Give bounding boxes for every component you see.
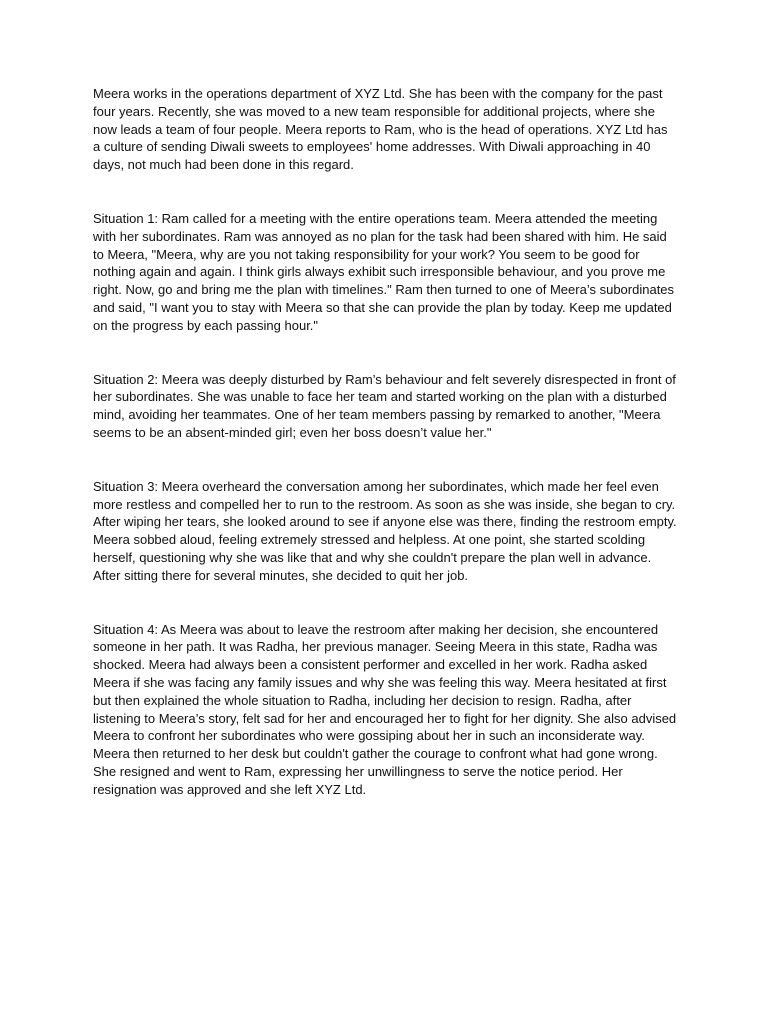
paragraph-situation-2: Situation 2: Meera was deeply disturbed by Ram’s behaviour and felt severely disrespected in front of her subordinates. She was unable to face her team and started working on the plan with a disturbed mind, avoiding her teammates. One of her team members passing by remarked to another, "Meera seems to be an absent-minded girl; even her boss doesn’t value her." bbox=[93, 371, 676, 440]
paragraph-spacer bbox=[93, 174, 677, 210]
paragraph-situation-1: Situation 1: Ram called for a meeting with the entire operations team. Meera attended the meeting with her subordinates. Ram was annoyed as no plan for the task had been shared with him. He said to Meera, "Meera, why are you not taking responsibility for your work? You seem to be good for nothing again and again. I think girls always exhibit such irresponsible behaviour, and you prove me right. Now, go and bring me the plan with timelines." Ram then turned to one of Meera’s subordinates and said, "I want you to stay with Meera so that she can provide the plan by today. Keep me updated on the progress by each passing hour." bbox=[93, 210, 675, 333]
paragraph-spacer bbox=[93, 585, 677, 621]
paragraph-situation-3: Situation 3: Meera overheard the conversation among her subordinates, which made her feel even more restless and compelled her to run to the restroom. As soon as she was inside, she began to cry. After wiping her tears, she looked around to see if anyone else was there, finding the restroom empty. Meera sobbed aloud, feeling extremely stressed and helpless. At one point, she started scolding herself, questioning why she was like that and why she couldn't prepare the plan well in advance. After sitting there for several minutes, she decided to quit her job. bbox=[93, 478, 677, 583]
paragraph-intro: Meera works in the operations department of XYZ Ltd. She has been with the company for the past four years. Recently, she was moved to a new team responsible for additional projects, where she now leads a team of four people. Meera reports to Ram, who is the head of operations. XYZ Ltd has a culture of sending Diwali sweets to employees' home addresses. With Diwali approaching in 40 days, not much had been done in this regard. bbox=[93, 86, 668, 173]
paragraph-spacer bbox=[93, 442, 677, 478]
paragraph-spacer bbox=[93, 335, 677, 371]
document-body bbox=[93, 85, 677, 799]
paragraph-situation-4: Situation 4: As Meera was about to leave the restroom after making her decision, she encountered someone in her path. It was Radha, her previous manager. Seeing Meera in this state, Radha was shocked. Meera had always been a consistent performer and excelled in her work. Radha asked Meera if she was facing any family issues and why she was feeling this way. Meera hesitated at first but then explained the whole situation to Radha, including her decision to resign. Radha, after listening to Meera’s story, felt sad for her and encouraged her to fight for her dignity. She also advised Meera to confront her subordinates who were gossiping about her in such an inconsiderate way. Meera then returned to her desk but couldn't gather the courage to confront what had gone wrong. She resigned and went to Ram, expressing her unwillingness to serve the notice period. Her resignation was approved and she left XYZ Ltd. bbox=[93, 621, 677, 797]
